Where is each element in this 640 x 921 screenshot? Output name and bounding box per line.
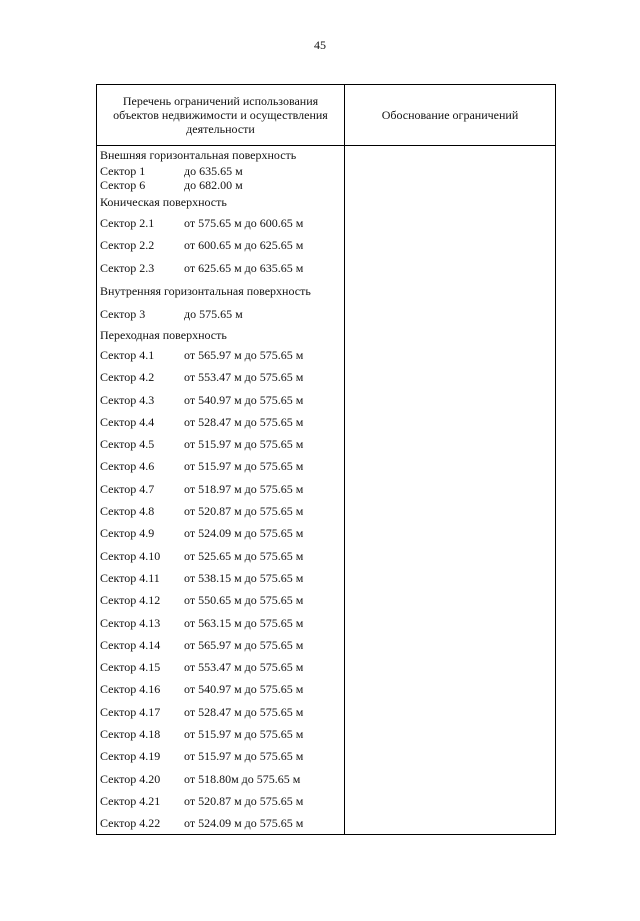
sector-row xyxy=(100,234,344,256)
sector-name: Сектор 3 xyxy=(100,307,146,321)
sector-row xyxy=(100,164,344,178)
sector-row xyxy=(100,212,344,234)
sector-name: Сектор 4.16 xyxy=(100,682,161,697)
sector-height-range: от 563.15 м до 575.65 м xyxy=(184,615,304,630)
sector-height-range: от 565.97 м до 575.65 м xyxy=(184,348,304,362)
sector-height-range: от 528.47 м до 575.65 м xyxy=(184,704,304,719)
sector-row xyxy=(100,567,344,589)
sector-name: Сектор 4.13 xyxy=(100,615,161,630)
sector-height-range: от 515.97 м до 575.65 м xyxy=(184,727,304,742)
sector-height-range: от 518.80м до 575.65 м xyxy=(184,771,301,786)
sector-height-range: до 682.00 м xyxy=(184,178,243,192)
sector-name: Сектор 4.10 xyxy=(100,548,161,563)
sector-row xyxy=(100,455,344,477)
sector-row xyxy=(100,656,344,678)
sector-row xyxy=(100,612,344,634)
sector-height-range: от 550.65 м до 575.65 м xyxy=(184,593,304,608)
sector-name: Сектор 4.12 xyxy=(100,593,161,608)
sector-height-range: от 553.47 м до 575.65 м xyxy=(184,370,304,385)
sector-name: Сектор 4.7 xyxy=(100,481,155,496)
sector-row xyxy=(100,768,344,790)
sector-name: Сектор 4.22 xyxy=(100,816,161,831)
sector-row xyxy=(100,701,344,723)
sector-row xyxy=(100,589,344,611)
sector-name: Сектор 4.11 xyxy=(100,570,160,585)
sector-row xyxy=(100,522,344,544)
sector-row xyxy=(100,678,344,700)
sector-height-range: от 515.97 м до 575.65 м xyxy=(184,437,304,452)
sector-row xyxy=(100,723,344,745)
sector-row xyxy=(100,344,344,366)
sector-name: Сектор 4.4 xyxy=(100,414,155,429)
sector-name: Сектор 4.3 xyxy=(100,392,155,407)
sector-height-range: от 600.65 м до 625.65 м xyxy=(184,238,304,252)
sector-height-range: от 538.15 м до 575.65 м xyxy=(184,570,304,585)
sector-row xyxy=(100,545,344,567)
sector-name: Сектор 2.2 xyxy=(100,238,155,252)
sector-height-range: от 575.65 м до 600.65 м xyxy=(184,216,304,230)
sector-name: Сектор 2.1 xyxy=(100,216,155,230)
sector-name: Сектор 4.6 xyxy=(100,459,155,474)
sector-row xyxy=(100,790,344,812)
sector-row xyxy=(100,302,344,326)
sector-row xyxy=(100,634,344,656)
table-header-row xyxy=(97,85,556,146)
sector-row xyxy=(100,178,344,192)
justification-cell xyxy=(345,146,556,835)
sector-row xyxy=(100,256,344,280)
sector-name: Сектор 6 xyxy=(100,178,146,192)
sector-name: Сектор 4.2 xyxy=(100,370,155,385)
table-body-row xyxy=(97,146,556,835)
sector-height-range: до 575.65 м xyxy=(184,307,243,321)
sector-name: Сектор 4.1 xyxy=(100,348,155,362)
sector-name: Сектор 4.17 xyxy=(100,704,161,719)
sector-row xyxy=(100,433,344,455)
sector-height-range: от 515.97 м до 575.65 м xyxy=(184,459,304,474)
sector-height-range: до 635.65 м xyxy=(184,164,243,178)
header-restrictions-list: Перечень ограничений использования объектов недвижимости и осуществления деятельности xyxy=(97,85,345,146)
sector-name: Сектор 2.3 xyxy=(100,261,155,275)
sector-height-range: от 524.09 м до 575.65 м xyxy=(184,526,304,541)
sector-row xyxy=(100,745,344,767)
page-number: 45 xyxy=(314,38,326,52)
sector-height-range: от 625.65 м до 635.65 м xyxy=(184,261,304,275)
sector-name: Сектор 1 xyxy=(100,164,146,178)
group-title: Коническая поверхность xyxy=(100,195,227,209)
sector-name: Сектор 4.14 xyxy=(100,637,161,652)
sector-height-range: от 540.97 м до 575.65 м xyxy=(184,682,304,697)
sector-name: Сектор 4.8 xyxy=(100,504,155,519)
sector-row xyxy=(100,411,344,433)
group-title: Внешняя горизонтальная поверхность xyxy=(100,148,297,162)
sector-name: Сектор 4.9 xyxy=(100,526,155,541)
sector-name: Сектор 4.18 xyxy=(100,727,161,742)
sector-row xyxy=(100,812,344,834)
sector-height-range: от 553.47 м до 575.65 м xyxy=(184,660,304,675)
sector-height-range: от 528.47 м до 575.65 м xyxy=(184,414,304,429)
restrictions-list-cell xyxy=(97,146,345,835)
group-title: Переходная поверхность xyxy=(100,328,227,342)
sector-height-range: от 518.97 м до 575.65 м xyxy=(184,481,304,496)
sector-name: Сектор 4.20 xyxy=(100,771,161,786)
sector-name: Сектор 4.19 xyxy=(100,749,161,764)
sector-height-range: от 540.97 м до 575.65 м xyxy=(184,392,304,407)
sector-row xyxy=(100,478,344,500)
restrictions-list xyxy=(97,146,344,834)
sector-row xyxy=(100,389,344,411)
sector-height-range: от 525.65 м до 575.65 м xyxy=(184,548,304,563)
sector-name: Сектор 4.15 xyxy=(100,660,161,675)
group-title: Внутренняя горизонтальная поверхность xyxy=(100,284,311,298)
sector-row xyxy=(100,500,344,522)
sector-name: Сектор 4.21 xyxy=(100,793,161,808)
header-justification: Обоснование ограничений xyxy=(345,85,556,146)
sector-height-range: от 520.87 м до 575.65 м xyxy=(184,504,304,519)
sector-height-range: от 520.87 м до 575.65 м xyxy=(184,793,304,808)
sector-row xyxy=(100,366,344,388)
sector-name: Сектор 4.5 xyxy=(100,437,155,452)
sector-height-range: от 515.97 м до 575.65 м xyxy=(184,749,304,764)
sector-height-range: от 565.97 м до 575.65 м xyxy=(184,637,304,652)
restrictions-table xyxy=(96,84,556,835)
sector-height-range: от 524.09 м до 575.65 м xyxy=(184,816,304,831)
